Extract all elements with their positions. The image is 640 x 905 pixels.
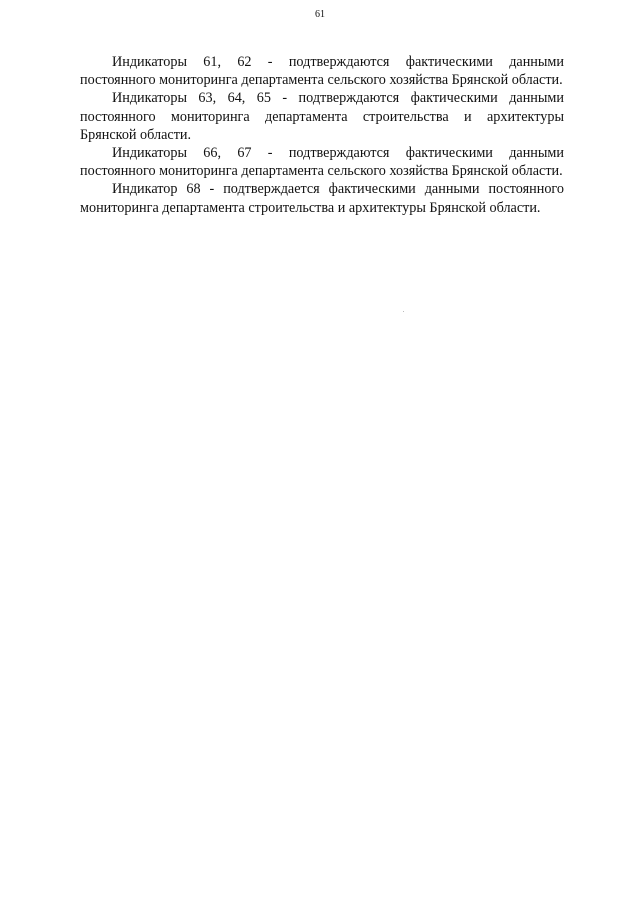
page-number: 61 (315, 9, 325, 20)
paragraph-indicators-61-62: Индикаторы 61, 62 - подтверждаются фактическими данными постоянного мониторинга департамента сельского хозяйства Брянской области. (80, 54, 564, 89)
scan-speck (403, 311, 404, 312)
paragraph-indicator-68: Индикатор 68 - подтверждается фактическими данными постоянного мониторинга департамента строительства и архитектуры Брянской области. (80, 181, 564, 216)
document-body (80, 53, 564, 217)
paragraph-indicators-63-64-65: Индикаторы 63, 64, 65 - подтверждаются фактическими данными постоянного мониторинга департамента строительства и архитектуры Брянской области. (80, 90, 564, 143)
paragraph-indicators-66-67: Индикаторы 66, 67 - подтверждаются фактическими данными постоянного мониторинга департамента сельского хозяйства Брянской области. (80, 145, 564, 180)
